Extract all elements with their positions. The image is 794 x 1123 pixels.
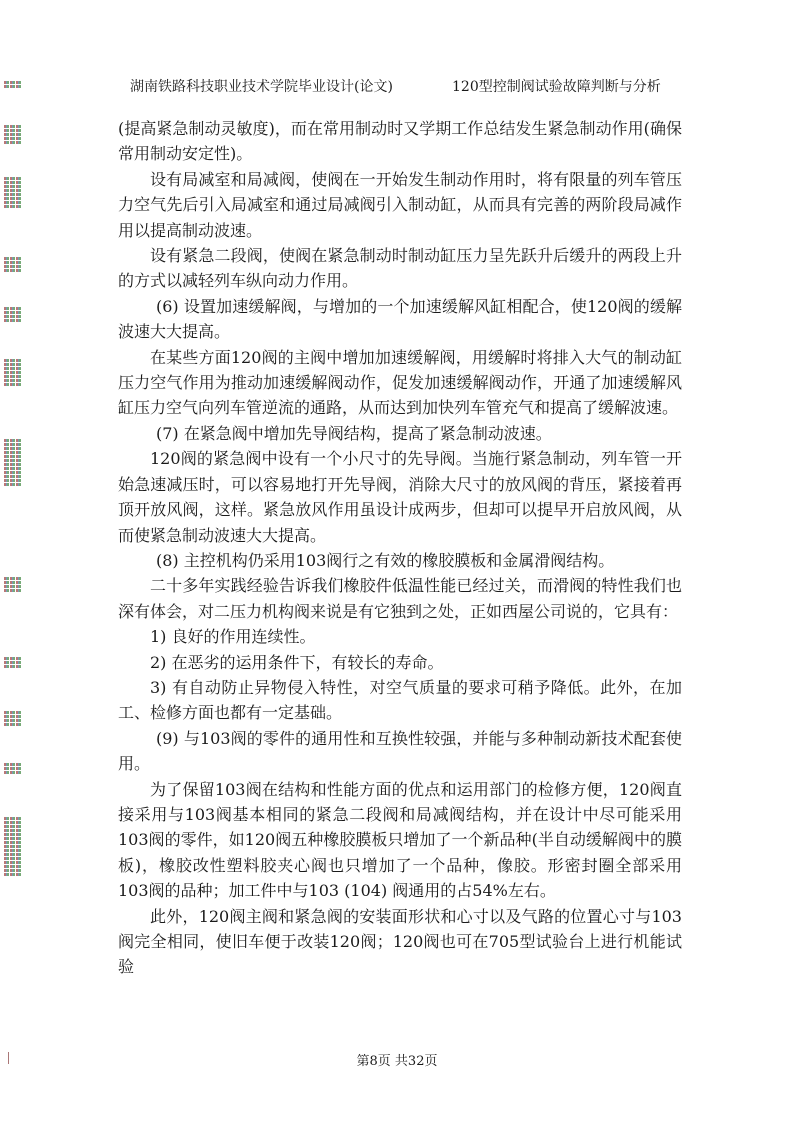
margin-noise (4, 656, 22, 696)
paragraph: 设有局减室和局减阀，使阀在一开始发生制动作用时，将有限量的列车管压力空气先后引入局减室和通过局减阀引入制动缸，从而具有完善的两阶段局减作用以提高制动波速。 (118, 169, 682, 240)
paragraph: (7) 在紧急阀中增加先导阀结构，提高了紧急制动波速。 (156, 423, 552, 443)
paragraph: (8) 主控机构仍采用103阀行之有效的橡胶膜板和金属滑阀结构。 (156, 550, 615, 570)
paragraph: 二十多年实践经验告诉我们橡胶件低温性能已经过关，而滑阀的特性我们也深有体会，对二压力机构阀来说是有它独到之处，正如西屋公司说的，它具有： (118, 576, 682, 621)
page-footer: 第8页 共32页 (356, 1054, 438, 1069)
header-school-title: 湖南铁路科技职业技术学院毕业设计(论文) (130, 79, 393, 95)
margin-noise (4, 710, 22, 750)
margin-noise (4, 80, 22, 90)
document-body (118, 116, 682, 980)
margin-noise (4, 576, 22, 616)
paragraph: 设有紧急二段阀，使阀在紧急制动时制动缸压力呈先跃升后缓升的两段上升的方式以减轻列车纵向动力作用。 (118, 246, 682, 291)
paragraph: (9) 与103阀的零件的通用性和互换性较强，并能与多种制动新技术配套使用。 (118, 728, 682, 774)
list-item: 2) 在恶劣的运用条件下，有较长的寿命。 (150, 652, 444, 672)
paragraph: (提高紧急制动灵敏度)，而在常用制动时又学期工作总结发生紧急制动作用(确保常用制动安定性)。 (118, 119, 682, 164)
paragraph: 此外，120阀主阀和紧急阀的安装面形状和心寸以及气路的位置心寸与103阀完全相同，使旧车便于改装120阀；120阀也可在705型试验台上进行机能试验 (118, 906, 682, 977)
page-header (130, 76, 690, 98)
margin-noise (4, 358, 22, 428)
paragraph: 为了保留103阀在结构和性能方面的优点和运用部门的检修方便，120阀直接采用与103阀基本相同的紧急二段阀和局减阀结构，并在设计中尽可能采用103阀的零件，如120阀五种橡胶膜板只增加了一个新品种(半自动缓解阀中的膜板)，橡胶改性塑料胶夹心阀也只增加了一个品种，像胶。形密封圈全部采用103阀的品种；加工件中与103 (104) 阀通用的占54%左右。 (118, 779, 682, 901)
list-item: 3) 有自动防止异物侵入特性，对空气质量的要求可稍予降低。此外，在加工、检修方面也都有一定基础。 (118, 677, 682, 723)
margin-noise (4, 438, 22, 558)
paragraph: 120阀的紧急阀中设有一个小尺寸的先导阀。当施行紧急制动，列车管一开始急速减压时，可以容易地打开先导阀，消除大尺寸的放风阀的背压，紧接着再顶开放风阀，这样。紧急放风作用虽设计成两步，但却可以提早开启放风阀，从而使紧急制动波速大大提高。 (118, 449, 682, 545)
margin-noise (4, 762, 22, 792)
list-item: 1) 良好的作用连续性。 (150, 627, 316, 647)
paragraph: 在某些方面120阀的主阀中增加加速缓解阀，用缓解时将排入大气的制动缸压力空气作用为推动加速缓解阀动作，促发加速缓解阀动作，开通了加速缓解风缸压力空气向列车管逆流的通路，从而达到加快列车管充气和提高了缓解波速。 (118, 347, 682, 418)
margin-noise (4, 176, 22, 246)
margin-noise (4, 816, 22, 976)
margin-noise (4, 256, 22, 296)
margin-noise (4, 306, 22, 346)
paragraph: (6) 设置加速缓解阀，与增加的一个加速缓解风缸相配合，使120阀的缓解波速大大提高。 (118, 296, 682, 342)
margin-noise (4, 124, 22, 164)
header-topic-title: 120型控制阀试验故障判断与分析 (452, 79, 661, 95)
